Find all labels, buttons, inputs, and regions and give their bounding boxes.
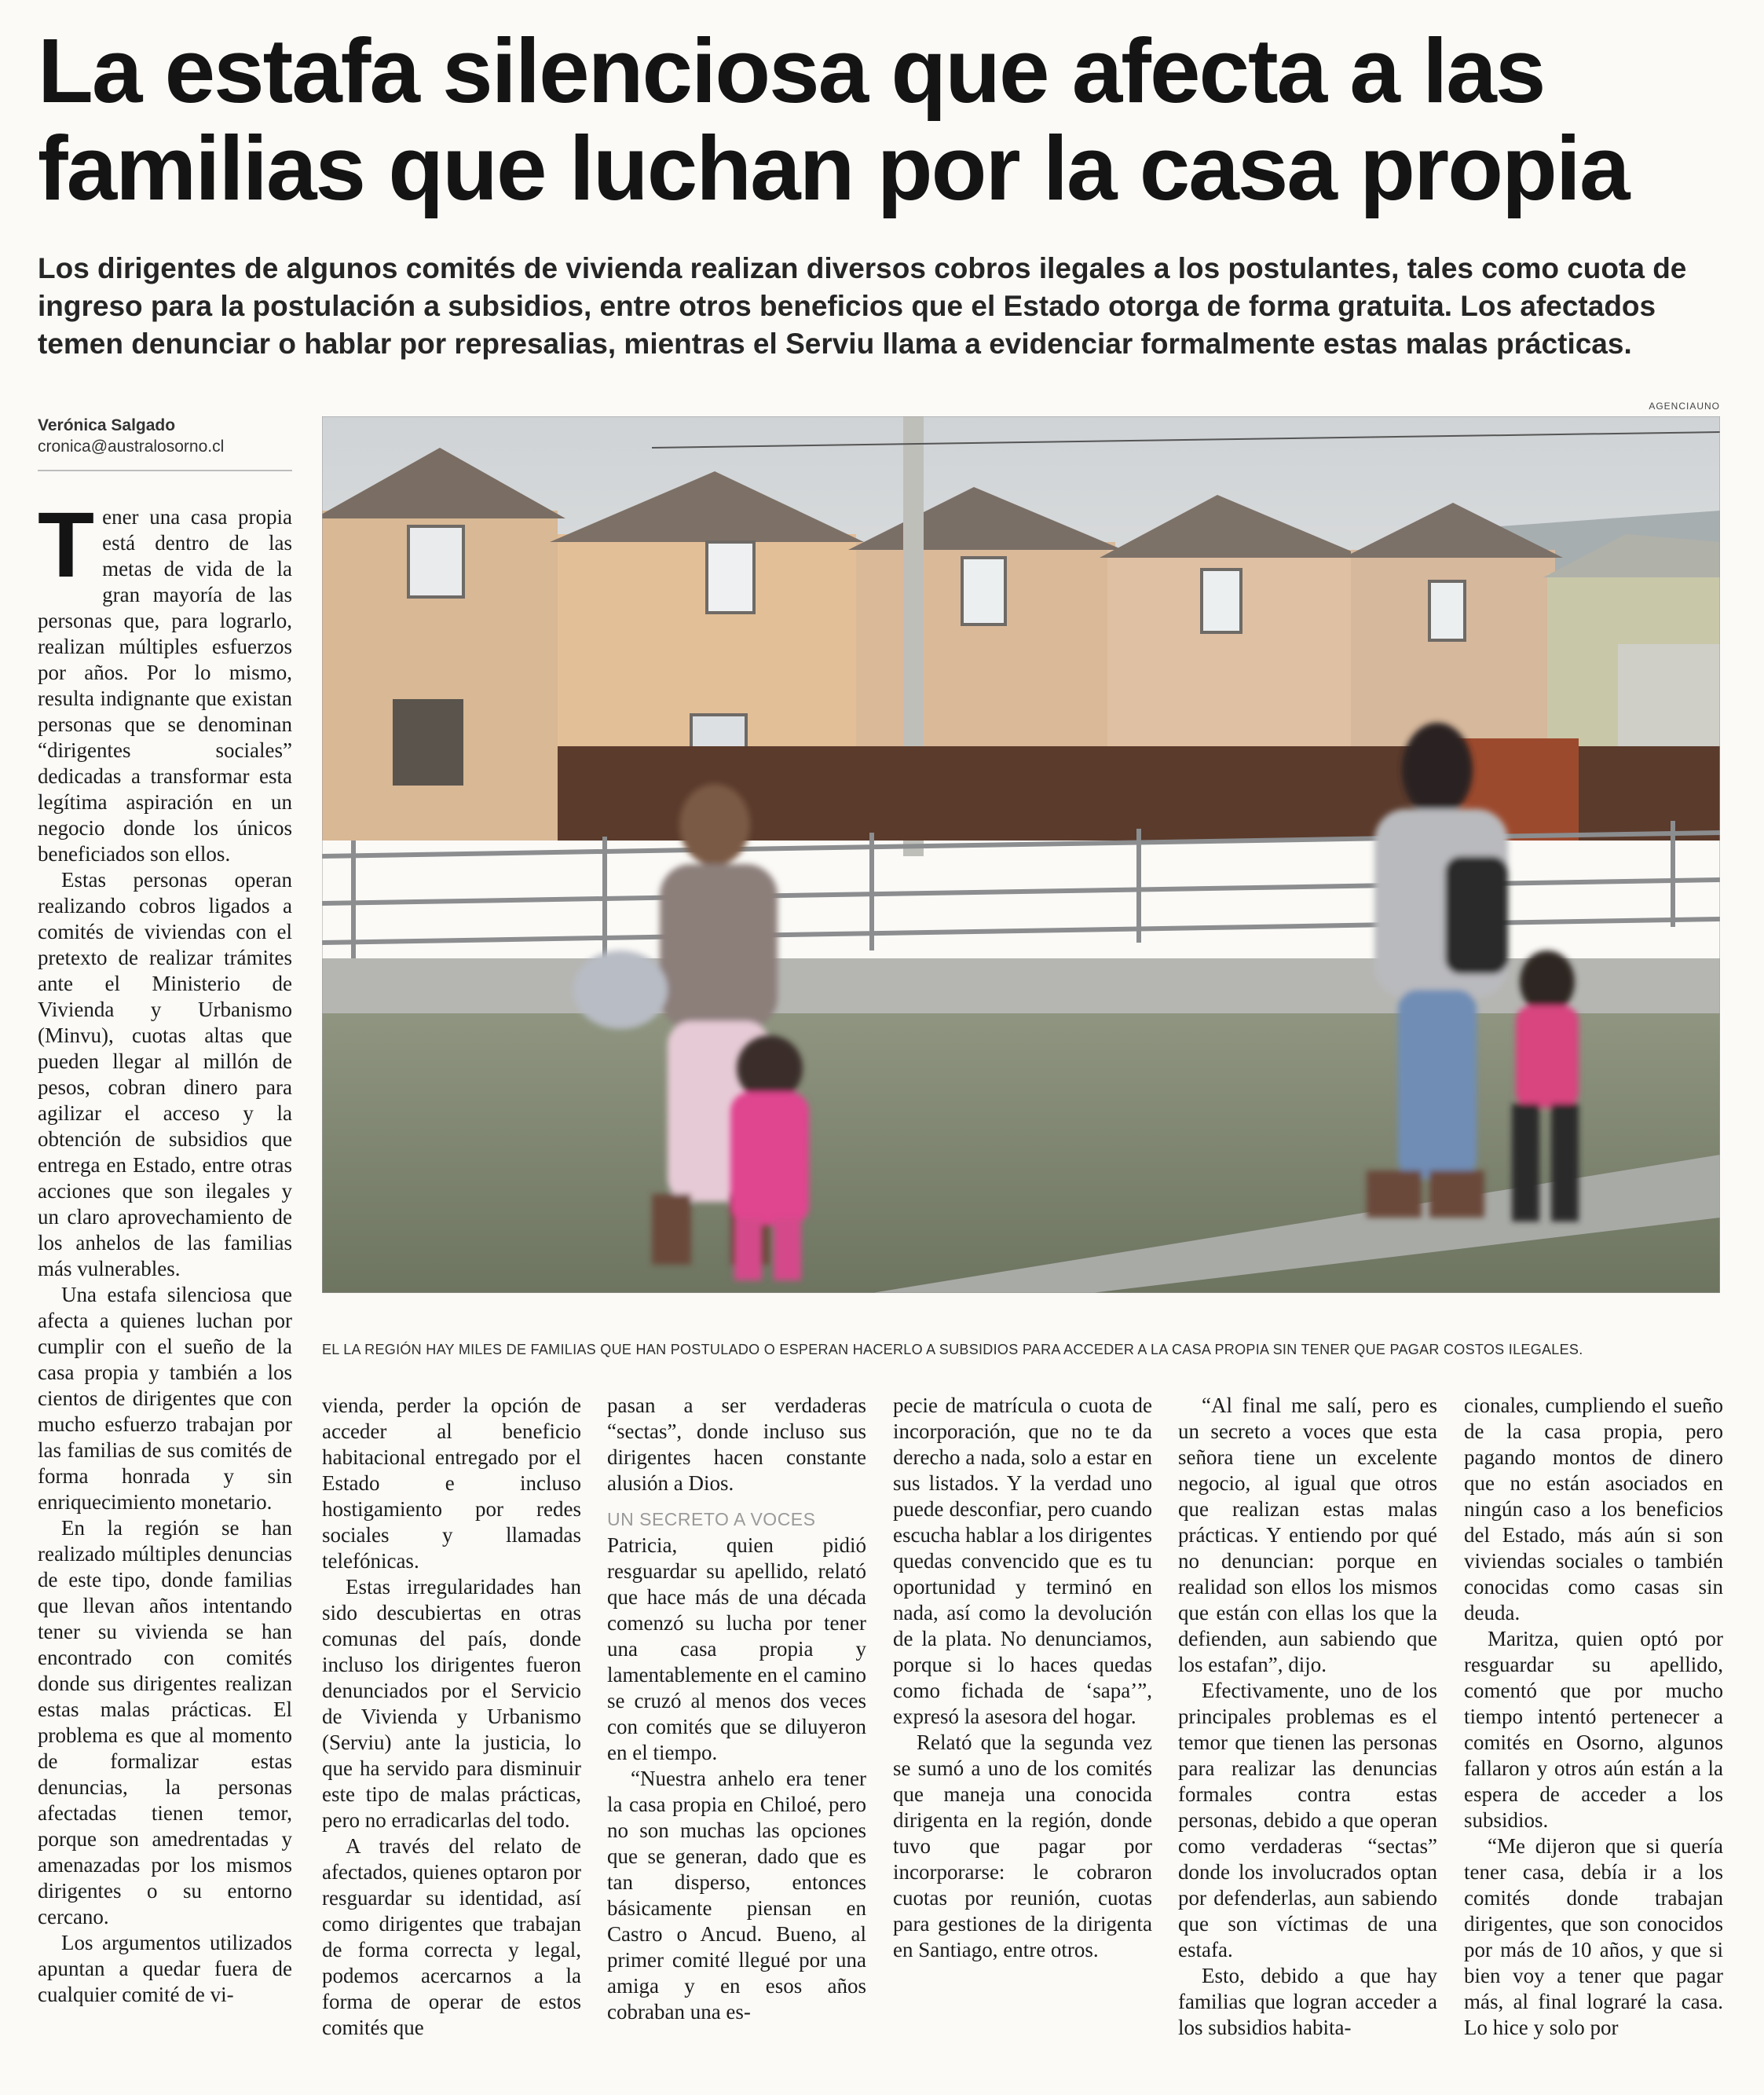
byline xyxy=(38,415,292,471)
paragraph: Patricia, quien pidió resguardar su apellido, relató que hace más de una década comenzó su lucha por tener una casa propia y lamentablemente en el camino se cruzó al menos dos veces con comités que se diluyeron en el tiempo. xyxy=(607,1533,866,1764)
paragraph: Los argumentos utilizados apuntan a quedar fuera de cualquier comité de vi- xyxy=(38,1931,292,2006)
paragraph: “Nuestra anhelo era tener la casa propia en Chiloé, pero no son muchas las opciones que se generan, dado que es tan disperso, entonces básicamente piensan en Castro o Ancud. Bueno, al primer comité llegué por una amiga y en esos años cobraban una es- xyxy=(607,1767,866,2024)
article-column-1 xyxy=(38,504,292,2071)
author-email: cronica@australosorno.cl xyxy=(38,438,225,456)
article-photo xyxy=(322,416,1720,1293)
subheading: UN SECRETO A VOCES xyxy=(607,1509,816,1529)
photo-credit: AGENCIAUNO xyxy=(1649,401,1720,412)
headline: La estafa silenciosa que afecta a las familias que luchan por la casa propia xyxy=(38,20,1629,219)
article-column-2 xyxy=(322,1393,581,2071)
paragraph: Efectivamente, uno de los principales problemas es el temor que tienen las personas para realizar las denuncias formales contra estas personas, debido a que operan como verdaderas “sectas” donde los involucrados optan por defenderlas, aun sabiendo que son víctimas de una estafa. xyxy=(1178,1679,1437,1961)
paragraph: En la región se han realizado múltiples denuncias de este tipo, donde familias que llevan años intentando tener su vivienda se han encontrado con comités donde sus dirigentes realizan estas malas prácticas. El problema es que al momento de formalizar estas denuncias, la personas afectadas tienen temor, porque son amedrentadas y amenazadas por los mismos dirigentes o su entorno cercano. xyxy=(38,1516,292,1928)
paragraph: Maritza, quien optó por resguardar su apellido, comentó que por mucho tiempo intentó pertenecer a comités en Osorno, algunos fallaron y otros aún están a la espera de acceder a los subsidios. xyxy=(1464,1627,1723,1832)
drop-cap: T xyxy=(38,504,95,597)
article-column-6 xyxy=(1464,1393,1723,2071)
photo-railing xyxy=(322,821,1720,966)
paragraph: “Me dijeron que si quería tener casa, debía ir a los comités donde trabajan dirigentes, que son conocidos por más de 10 años, y que si bien voy a tener que pagar más, al final lograré la casa. Lo hice y solo por xyxy=(1464,1834,1723,2039)
paragraph: Estas irregularidades han sido descubiertas en otras comunas del país, donde incluso los dirigentes fueron denunciados por el Servicio de Vivienda y Urbanismo (Serviu) ante la justicia, lo que ha servido para disminuir este tipo de malas prácticas, pero no erradicarlas del todo. xyxy=(322,1575,581,1832)
paragraph: vienda, perder la opción de acceder al beneficio habitacional entregado por el Estado e incluso hostigamiento por redes sociales y llamadas telefónicas. xyxy=(322,1394,581,1573)
paragraph: A través del relato de afectados, quienes optaron por resguardar su identidad, así como dirigentes que trabajan de forma correcta y legal, podemos acercarnos a la forma de operar de estos comités que xyxy=(322,1834,581,2039)
article-column-5 xyxy=(1178,1393,1437,2071)
paragraph: Relató que la segunda vez se sumó a uno de los comités que maneja una conocida dirigenta en la región, donde tuvo que pagar por incorporarse: le cobraron cuotas por reunión, cuotas para gestiones de la dirigenta en Santiago, entre otros. xyxy=(893,1731,1152,1961)
paragraph: pasan a ser verdaderas “sectas”, donde incluso sus dirigentes hacen constante alusión a Dios. xyxy=(607,1394,866,1495)
article-column-3 xyxy=(607,1393,866,2071)
article-column-4 xyxy=(893,1393,1152,2071)
paragraph-text: ener una casa propia está dentro de las metas de vida de la gran mayoría de las personas que, para lograrlo, realizan múltiples esfuerzos por años. Por lo mismo, resulta indignante que existan personas que se denominan “dirigentes sociales” dedicadas a transformar esta legítima aspiración en un negocio donde los únicos beneficiados son ellos. xyxy=(38,505,292,866)
paragraph: Estas personas operan realizando cobros ligados a comités de viviendas con el pretexto de realizar trámites ante el Ministerio de Vivienda y Urbanismo (Minvu), cuotas altas que pueden llegar al millón de pesos, cobran dinero para agilizar el acceso y la obtención de subsidios que entrega en Estado, entre otras acciones que son ilegales y un claro aprovechamiento de los anhelos de las familias más vulnerables. xyxy=(38,868,292,1280)
paragraph: pecie de matrícula o cuota de incorporación, que no te da derecho a nada, solo a estar en sus listados. Y la verdad uno puede desconfiar, pero cuando escucha hablar a los dirigentes quedas convencido que es tu oportunidad y terminó en nada, así como la devolución de la plata. No denunciamos, porque si lo haces quedas como fichada de ‘sapa’”, expresó la asesora del hogar. xyxy=(893,1394,1152,1728)
paragraph: “Al final me salí, pero es un secreto a voces que esta señora tiene un excelente negocio, al igual que otros que realizan estas malas prácticas. Y entiendo por qué no denuncian: porque en realidad son ellos los mismos que están con ellas los que la defienden, aun sabiendo que los estafan”, dijo. xyxy=(1178,1394,1437,1676)
author-name: Verónica Salgado xyxy=(38,416,176,434)
paragraph: cionales, cumpliendo el sueño de la casa propia, pero pagando montos de dinero que no están asociados en ningún caso a los beneficios del Estado, más aún si son viviendas sociales o también conocidas como casas sin deuda. xyxy=(1464,1394,1723,1624)
paragraph: Una estafa silenciosa que afecta a quienes luchan por cumplir con el sueño de la casa propia y también a los cientos de dirigentes que con mucho esfuerzo trabajan por las familias de sus comités de forma honrada y sin enriquecimiento monetario. xyxy=(38,1283,292,1514)
photo-grass xyxy=(322,1013,1720,1293)
paragraph xyxy=(38,504,292,867)
paragraph: Esto, debido a que hay familias que logran acceder a los subsidios habita- xyxy=(1178,1964,1437,2039)
lead-paragraph: Los dirigentes de algunos comités de vivienda realizan diversos cobros ilegales a los postulantes, tales como cuota de ingreso para la postulación a subsidios, entre otros beneficios que el Estado otorga de forma gratuita. Los afectados temen denunciar o hablar por represalias, mientras el Serviu llama a evidenciar formalmente estas malas prácticas. xyxy=(38,252,1687,360)
photo-caption: EL LA REGIÓN HAY MILES DE FAMILIAS QUE HAN POSTULADO O ESPERAN HACERLO A SUBSIDIOS PARA ACCEDER A LA CASA PROPIA SIN TENER QUE PAGAR COSTOS ILEGALES. xyxy=(322,1342,1583,1357)
